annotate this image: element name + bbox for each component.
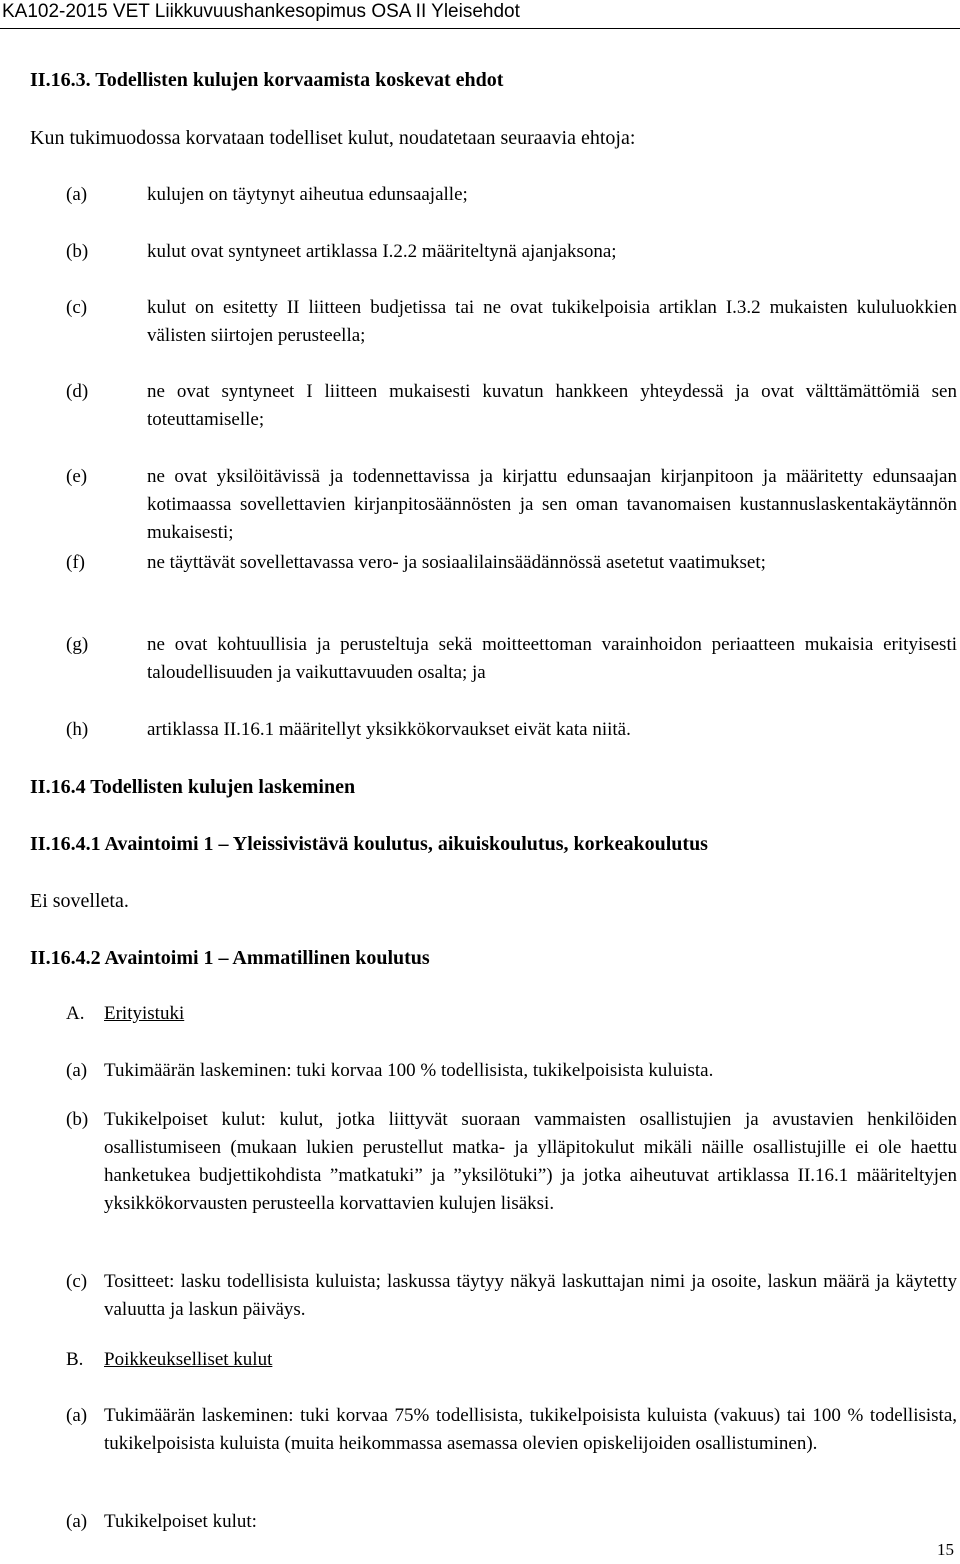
list-item-text: Tukimäärän laskeminen: tuki korvaa 75% todellisista, tukikelpoisista kuluista (vakuus) tai 100 % todellisista, tukikelpoisista kuluista (muita heikommassa asemassa olevien opiskelijoiden osallistuminen). xyxy=(104,1405,957,1454)
list-item-marker: (g) xyxy=(66,634,89,655)
section-heading: II.16.3. Todellisten kulujen korvaamista koskevat ehdot xyxy=(30,69,504,91)
part-letter: B. xyxy=(66,1349,84,1370)
subsection-heading: II.16.4.2 Avaintoimi 1 – Ammatillinen koulutus xyxy=(30,947,430,969)
list-item-text: artiklassa II.16.1 määritellyt yksikkökorvaukset eivät kata niitä. xyxy=(147,719,631,740)
list-item-text: Tukikelpoiset kulut: xyxy=(104,1511,257,1532)
list-item-text: Tositteet: lasku todellisista kuluista; laskussa täytyy näkyä laskuttajan nimi ja osoite, laskun määrä ja käytetty valuutta ja laskun päiväys. xyxy=(104,1271,957,1320)
list-item-text: Tukikelpoiset kulut: kulut, jotka liittyvät suoraan vammaisten osallistujien ja avustavien henkilöiden osallistumiseen (mukaan lukien perustellut matka- ja ylläpitokulut mikäli näille osallistujille ei ole haettu hanketukea budjettikohdista ”matkatuki” ja ”yksilötuki”) ja jotka aiheutuvat artiklassa II.16.1 määriteltyjen yksikkökorvausten perusteella korvattavien kulujen lisäksi. xyxy=(104,1109,957,1214)
list-item-marker: (f) xyxy=(66,552,85,573)
list-item-marker: (h) xyxy=(66,719,89,740)
list-item-text: ne ovat kohtuullisia ja perusteltuja sekä moitteettoman varainhoidon periaatteen mukaisia erityisesti taloudellisuuden ja vaikuttavuuden osalta; ja xyxy=(147,634,957,683)
list-item-marker: (d) xyxy=(66,381,89,402)
section-intro: Kun tukimuodossa korvataan todelliset kulut, noudatetaan seuraavia ehtoja: xyxy=(30,127,636,149)
part-title: Poikkeukselliset kulut xyxy=(104,1349,273,1370)
list-item-text: kulujen on täytynyt aiheutua edunsaajalle; xyxy=(147,184,468,205)
page-number: 15 xyxy=(937,1540,954,1559)
list-item-marker: (b) xyxy=(66,1109,89,1130)
list-item-text: ne täyttävät sovellettavassa vero- ja sosiaalilainsäädännössä asetetut vaatimukset; xyxy=(147,552,766,573)
list-item-text: ne ovat yksilöitävissä ja todennettavissa ja kirjattu edunsaajan kirjanpitoon ja määritetty edunsaajan kotimaassa sovellettavien kirjanpitosäännösten ja sen oman tavanomaisen kustannuslaskentakäytännön mukaisesti; xyxy=(147,466,957,543)
subsection-text: Ei sovelleta. xyxy=(30,890,129,912)
list-item-marker: (a) xyxy=(66,1511,88,1532)
list-item-marker: (c) xyxy=(66,297,88,318)
document-header-title: KA102-2015 VET Liikkuvuushankesopimus OSA II Yleisehdot xyxy=(2,1,520,22)
part-letter: A. xyxy=(66,1003,85,1024)
part-title: Erityistuki xyxy=(104,1003,185,1024)
list-item-text: kulut ovat syntyneet artiklassa I.2.2 määriteltynä ajanjaksona; xyxy=(147,241,617,262)
list-item-text: kulut on esitetty II liitteen budjetissa tai ne ovat tukikelpoisia artiklan I.3.2 mukaisten kululuokkien välisten siirtojen perusteella; xyxy=(147,297,957,346)
section-heading: II.16.4 Todellisten kulujen laskeminen xyxy=(30,776,356,798)
subsection-heading: II.16.4.1 Avaintoimi 1 – Yleissivistävä koulutus, aikuiskoulutus, korkeakoulutus xyxy=(30,833,708,855)
list-item-marker: (b) xyxy=(66,241,89,262)
list-item-marker: (e) xyxy=(66,466,88,487)
list-item-text: ne ovat syntyneet I liitteen mukaisesti kuvatun hankkeen yhteydessä ja ovat välttämättömiä sen toteuttamiselle; xyxy=(147,381,957,430)
list-item-marker: (a) xyxy=(66,184,88,205)
list-item-marker: (a) xyxy=(66,1060,88,1081)
list-item-marker: (a) xyxy=(66,1405,88,1426)
list-item-text: Tukimäärän laskeminen: tuki korvaa 100 % todellisista, tukikelpoisista kuluista. xyxy=(104,1060,714,1081)
list-item-marker: (c) xyxy=(66,1271,88,1292)
header-divider xyxy=(0,28,960,29)
document-header xyxy=(0,0,960,30)
